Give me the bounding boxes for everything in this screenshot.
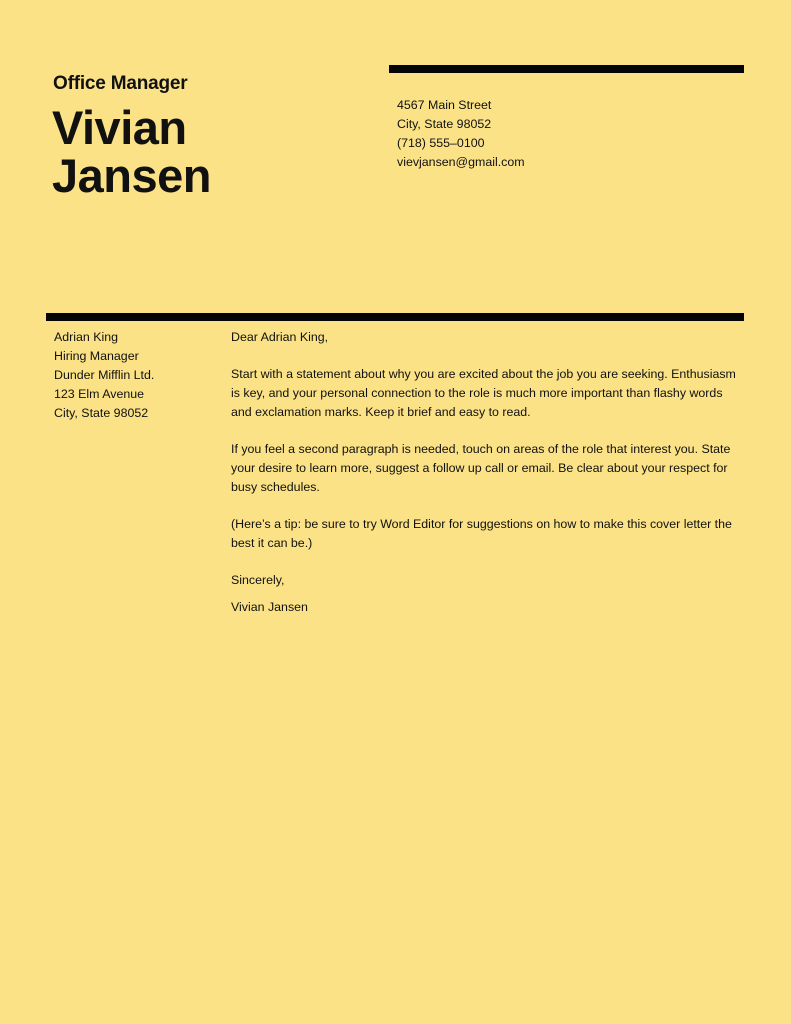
recipient-street: 123 Elm Avenue bbox=[54, 387, 145, 401]
letter-paragraph-1: Start with a statement about why you are excited about the job you are seeking. Enthusiasm is key, and your personal connection to the role is much more important than flashy words and exclamation marks. Keep it brief and easy to read. bbox=[231, 367, 736, 419]
letter-signature: Vivian Jansen bbox=[231, 600, 308, 614]
sender-city-state-zip: City, State 98052 bbox=[397, 117, 492, 131]
letter-body bbox=[231, 328, 746, 635]
recipient-city-state-zip: City, State 98052 bbox=[54, 406, 149, 420]
header-divider-rule bbox=[389, 65, 744, 73]
recipient-block bbox=[54, 328, 154, 423]
applicant-last-name: Jansen bbox=[52, 149, 211, 202]
applicant-name bbox=[52, 101, 211, 202]
letter-closing: Sincerely, bbox=[231, 573, 285, 587]
recipient-title: Hiring Manager bbox=[54, 349, 139, 363]
recipient-company: Dunder Mifflin Ltd. bbox=[54, 368, 155, 382]
sender-contact-block bbox=[397, 96, 525, 172]
letter-salutation: Dear Adrian King, bbox=[231, 330, 329, 344]
recipient-name: Adrian King bbox=[54, 330, 119, 344]
sender-street: 4567 Main Street bbox=[397, 98, 492, 112]
body-divider-rule bbox=[46, 313, 744, 321]
letter-paragraph-3: (Here’s a tip: be sure to try Word Editor for suggestions on how to make this cover letter the best it can be.) bbox=[231, 517, 732, 550]
sender-phone: (718) 555–0100 bbox=[397, 136, 485, 150]
job-title: Office Manager bbox=[53, 73, 188, 94]
letter-paragraph-2: If you feel a second paragraph is needed, touch on areas of the role that interest you. State your desire to learn more, suggest a follow up call or email. Be clear about your respect for busy schedules. bbox=[231, 442, 731, 494]
applicant-first-name: Vivian bbox=[52, 101, 187, 154]
sender-email: vievjansen@gmail.com bbox=[397, 155, 525, 169]
